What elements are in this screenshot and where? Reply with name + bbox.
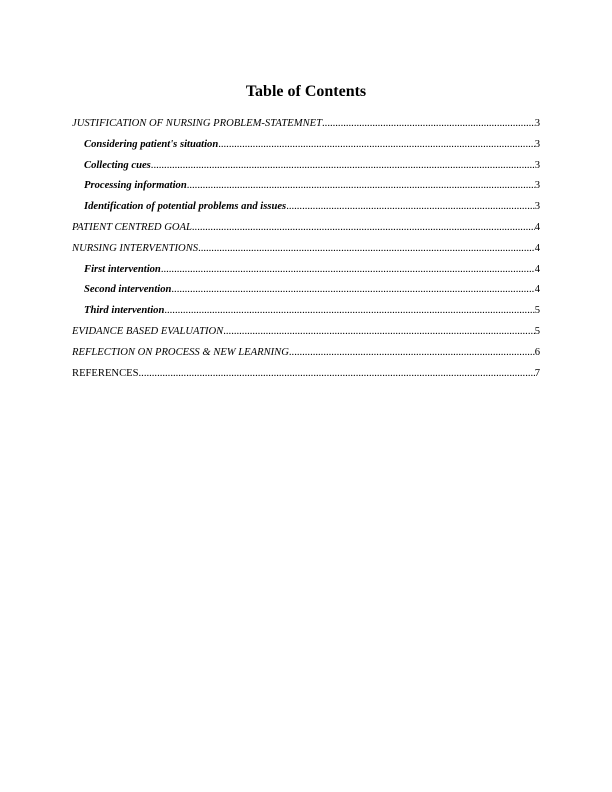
toc-page-number: 7 <box>534 367 540 379</box>
toc-entry-label: Second intervention <box>84 284 172 296</box>
toc-page-number: 3 <box>534 180 540 192</box>
toc-dot-leader <box>151 158 535 174</box>
toc-page-number: 4 <box>534 242 540 254</box>
toc-entry-second-intervention[interactable] <box>72 282 540 303</box>
toc-entry-label: REFERENCES <box>72 367 139 379</box>
toc-dot-leader <box>161 262 535 278</box>
toc-page-number: 3 <box>534 201 540 213</box>
toc-entry-label: REFLECTION ON PROCESS & NEW LEARNING <box>72 346 289 358</box>
toc-entry-label: JUSTIFICATION OF NURSING PROBLEM-STATEMNET <box>72 118 323 129</box>
toc-page-number: 3 <box>534 138 540 150</box>
toc-entry-third-intervention[interactable] <box>72 303 540 324</box>
toc-dot-leader <box>289 345 535 361</box>
toc-entry-first-intervention[interactable] <box>72 262 540 283</box>
toc-dot-leader <box>223 324 534 340</box>
toc-page-number: 5 <box>534 305 540 317</box>
toc-page-number: 5 <box>534 325 540 337</box>
toc-entry-label: Third intervention <box>84 305 165 317</box>
toc-entry-label: EVIDANCE BASED EVALUATION <box>72 325 224 337</box>
toc-dot-leader <box>171 282 534 298</box>
toc-page-number: 6 <box>534 346 540 358</box>
toc-dot-leader <box>218 137 534 153</box>
toc-entry-label: PATIENT CENTRED GOAL <box>72 221 192 233</box>
toc-dot-leader <box>187 178 535 194</box>
toc-entry-processing-information[interactable] <box>72 178 540 199</box>
toc-entry-references[interactable] <box>72 366 540 387</box>
toc-entry-nursing-interventions[interactable] <box>72 241 540 262</box>
toc-entry-label: Collecting cues <box>84 159 151 171</box>
toc-entry-justification[interactable] <box>72 116 540 137</box>
toc-dot-leader <box>322 116 535 132</box>
toc-entry-considering-patient-situation[interactable] <box>72 137 540 158</box>
toc-page-number: 3 <box>534 159 540 171</box>
toc-entry-patient-centred-goal[interactable] <box>72 220 540 241</box>
toc-title: Table of Contents <box>245 83 367 100</box>
toc-dot-leader <box>286 199 535 215</box>
toc-dot-leader <box>198 241 535 257</box>
toc-entry-collecting-cues[interactable] <box>72 158 540 179</box>
toc-dot-leader <box>164 303 534 319</box>
toc-list <box>72 116 540 386</box>
toc-page-number: 4 <box>534 221 540 233</box>
toc-entry-identification-of-problems[interactable] <box>72 199 540 220</box>
toc-dot-leader <box>139 366 535 382</box>
toc-entry-label: First intervention <box>84 263 161 275</box>
toc-entry-label: Processing information <box>84 180 187 192</box>
toc-entry-reflection-on-process[interactable] <box>72 345 540 366</box>
toc-entry-label: Identification of potential problems and issues <box>84 201 287 213</box>
toc-page-number: 4 <box>534 263 540 275</box>
toc-dot-leader <box>192 220 535 236</box>
toc-entry-label: NURSING INTERVENTIONS <box>72 242 199 254</box>
toc-entry-evidance-based-evaluation[interactable] <box>72 324 540 345</box>
toc-page-number: 4 <box>534 284 540 296</box>
toc-entry-label: Considering patient's situation <box>84 138 219 150</box>
toc-page-number: 3 <box>534 118 540 129</box>
